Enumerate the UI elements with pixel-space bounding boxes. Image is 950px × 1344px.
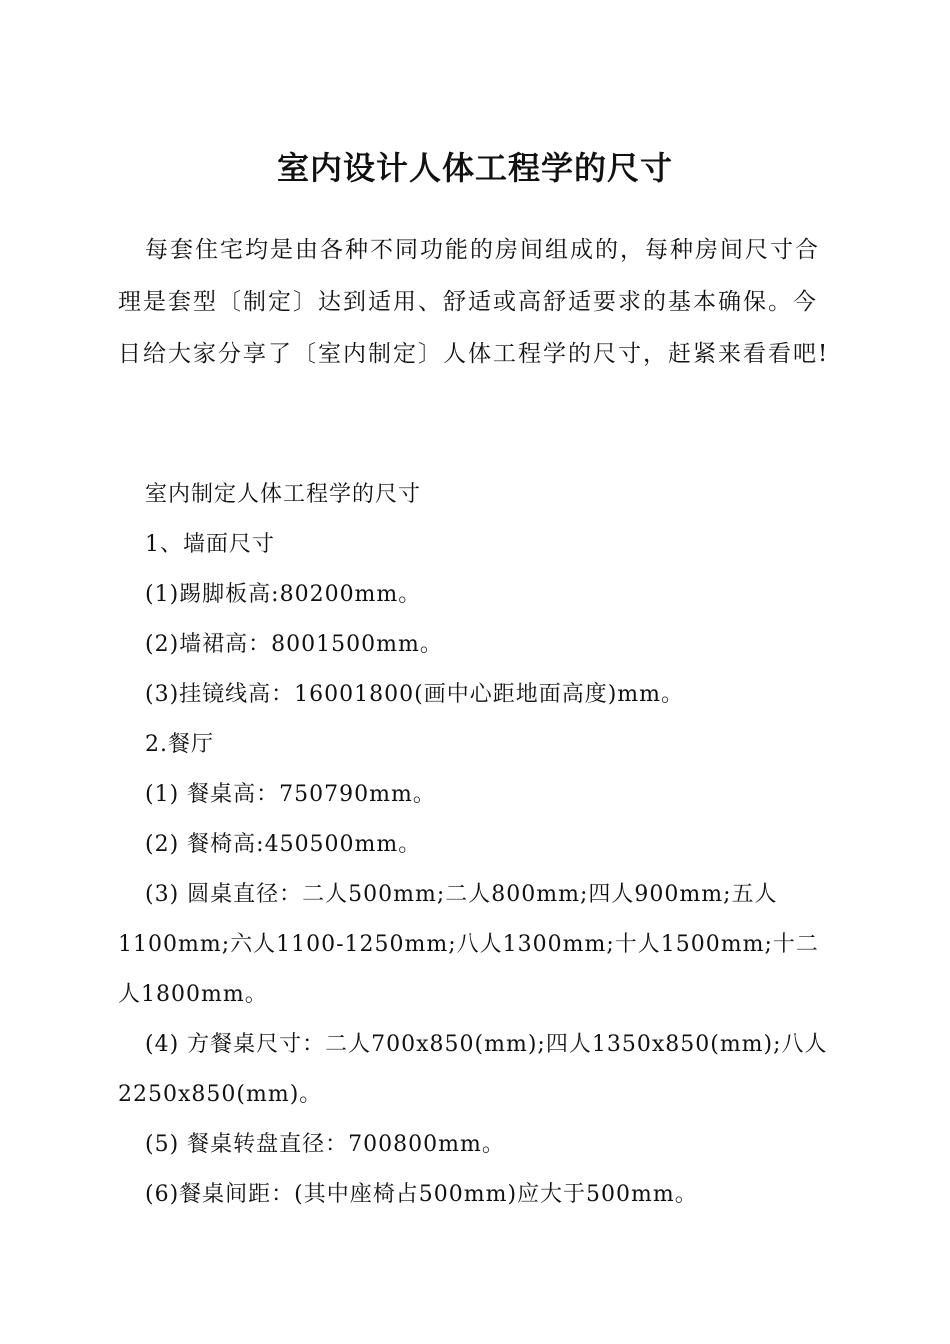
dining-item-3: (3) 圆桌直径：二人500mm;二人800mm;四人900mm;五人1100mm;六人1100-1250mm;八人1300mm;十人1500mm;十二人1800mm。	[118, 882, 819, 1007]
dining-item-6: (6)餐桌间距：(其中座椅占500mm)应大于500mm。	[145, 1182, 698, 1207]
document-body	[118, 470, 834, 1220]
intro-paragraph: 每套住宅均是由各种不同功能的房间组成的，每种房间尺寸合理是套型〔制定〕达到适用、舒适或高舒适要求的基本确保。今日给大家分享了〔室内制定〕人体工程学的尺寸，赶紧来看看吧!	[118, 237, 830, 367]
document-title: 室内设计人体工程学的尺寸	[276, 149, 673, 187]
dining-heading: 2.餐厅	[145, 732, 214, 757]
wall-item-1: (1)踢脚板高:80200mm。	[145, 582, 422, 607]
section-heading: 室内制定人体工程学的尺寸	[145, 482, 422, 507]
dining-item-4: (4) 方餐桌尺寸：二人700x850(mm);四人1350x850(mm);八人2250x850(mm)。	[118, 1032, 828, 1107]
wall-item-3: (3)挂镜线高：16001800(画中心距地面高度)mm。	[145, 682, 685, 707]
dining-item-1: (1) 餐桌高：750790mm。	[145, 782, 436, 807]
dining-item-2: (2) 餐椅高:450500mm。	[145, 832, 422, 857]
wall-heading: 1、墙面尺寸	[145, 532, 275, 557]
dining-item-5: (5) 餐桌转盘直径：700800mm。	[145, 1132, 505, 1157]
wall-item-2: (2)墙裙高：8001500mm。	[145, 632, 443, 657]
